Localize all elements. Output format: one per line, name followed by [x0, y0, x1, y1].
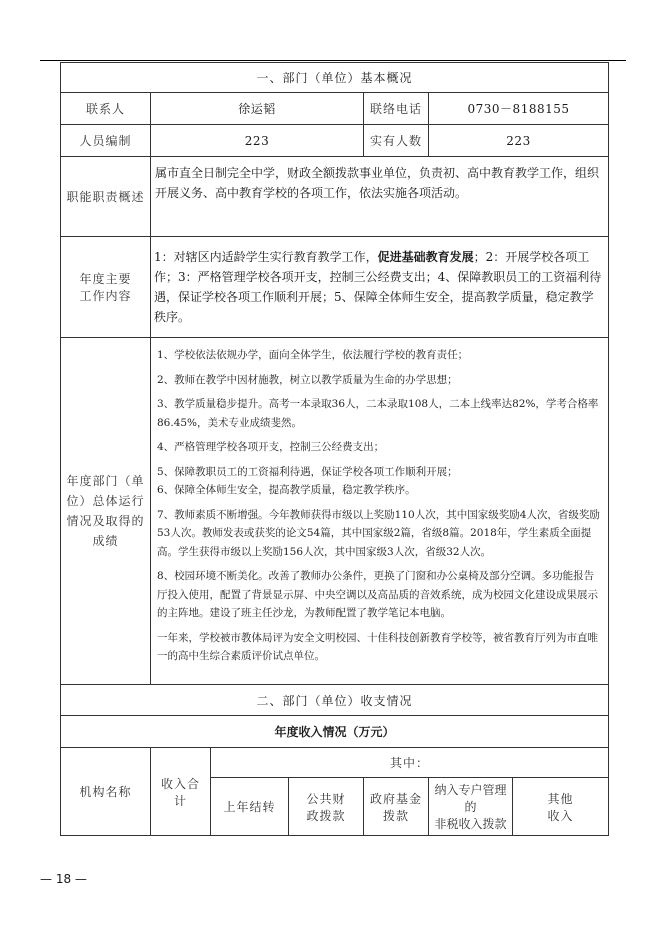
col-public-finance-line1: 公共财 — [306, 791, 346, 806]
col-org-name: 机构名称 — [61, 748, 151, 836]
overall-item: 2、教师在教学中因材施教，树立以教学质量为生命的办学思想； — [157, 373, 458, 386]
overall-item: 3、教学质量稳步提升。高考一本录取36人，二本录取108人，二本上线率达82%，学考合格率86.45%，美术专业成绩斐然。 — [157, 398, 599, 429]
overall-item: 一年来，学校被市教体局评为安全文明校园、十佳科技创新教育学校等，被省教育厅列为市直唯一的高中生综合素质评价试点单位。 — [157, 631, 598, 662]
duty-label: 职能职责概述 — [61, 157, 151, 237]
work-label-line1: 年度主要 — [79, 272, 132, 286]
work-text — [151, 237, 609, 338]
work-text-pre: 1：对辖区内适龄学生实行教育教学工作， — [154, 250, 378, 264]
col-other-income — [513, 778, 609, 836]
col-public-finance — [289, 778, 364, 836]
budget-table — [60, 62, 609, 836]
page-number: — 18 — — [40, 872, 87, 886]
overall-content — [151, 338, 609, 685]
work-text-post: ；2：开展学校各项工作；3：严格管理学校各项开支，控制三公经费支出；4、保障教职员工的工资福利待遇，保证学校各项工作顺利开展；5、保障全体师生安全，提高教学质量，稳定教学秩序。 — [154, 250, 602, 324]
income-title: 年度收入情况（万元） — [61, 716, 609, 748]
section2-title: 二、部门（单位）收支情况 — [61, 685, 609, 716]
staff-quota-value: 223 — [151, 125, 364, 157]
contact-value: 徐运韬 — [151, 93, 364, 125]
staff-quota-label: 人员编制 — [61, 125, 151, 157]
col-last-year-carryover: 上年结转 — [211, 778, 289, 836]
overall-label: 年度部门（单位）总体运行情况及取得的成绩 — [61, 338, 151, 685]
overall-item: 6、保障全体师生安全，提高教学质量，稳定教学秩序。 — [157, 484, 416, 496]
col-gov-fund: 政府基金拨款 — [364, 778, 429, 836]
overall-item: 4、严格管理学校各项开支，控制三公经费支出； — [157, 441, 385, 453]
actual-staff-label: 实有人数 — [364, 125, 429, 157]
top-rule — [40, 60, 626, 61]
overall-item: 7、教师素质不断增强。今年教师获得市级以上奖励110人次，其中国家级奖励4人次，省级奖励53人次。教师发表或获奖的论文54篇，其中国家级2篇，省级8篇。2018年，学生素质全面提高。学生获得市级以上奖励156人次，其中国家级3人次，省级32人次。 — [157, 508, 600, 558]
col-special-account — [429, 778, 513, 836]
overall-item: 8、校园环境不断美化。改善了教师办公条件，更换了门窗和办公桌椅及部分空调。多功能报告厅投入使用，配置了背景显示屏、中央空调以及高品质的音效系统，成为校园文化建设成果展示的主阵地。建设了班主任沙龙，为教师配置了教学笔记本电脑。 — [157, 570, 598, 619]
work-label — [61, 237, 151, 338]
phone-value: 0730－8188155 — [429, 93, 609, 125]
col-among: 其中： — [211, 748, 609, 778]
overall-item: 1、学校依法依规办学，面向全体学生，依法履行学校的教育责任； — [157, 349, 469, 361]
phone-label: 联络电话 — [364, 93, 429, 125]
col-other-income-line2: 收入 — [547, 808, 574, 823]
col-income-total-line2: 计 — [173, 793, 187, 808]
duty-text: 属市直全日制完全中学，财政全额拨款事业单位，负责初、高中教育教学工作，组织开展义务、高中教育学校的各项工作，依法实施各项活动。 — [151, 157, 609, 237]
actual-staff-value: 223 — [429, 125, 609, 157]
col-income-total-line1: 收入合 — [160, 776, 200, 791]
contact-label: 联系人 — [61, 93, 151, 125]
section1-title: 一、部门（单位）基本概况 — [61, 63, 609, 93]
col-income-total — [151, 748, 211, 836]
work-label-line2: 工作内容 — [79, 289, 132, 303]
col-special-account-line2: 非税收入拨款 — [434, 817, 507, 831]
overall-item: 5、保障教职员工的工资福利待遇，保证学校各项工作顺利开展； — [157, 465, 458, 478]
col-other-income-line1: 其他 — [547, 791, 574, 806]
work-text-bold: 促进基础教育发展 — [377, 250, 474, 264]
col-special-account-line1: 纳入专户管理的 — [434, 783, 507, 814]
col-public-finance-line2: 政拨款 — [306, 808, 346, 823]
